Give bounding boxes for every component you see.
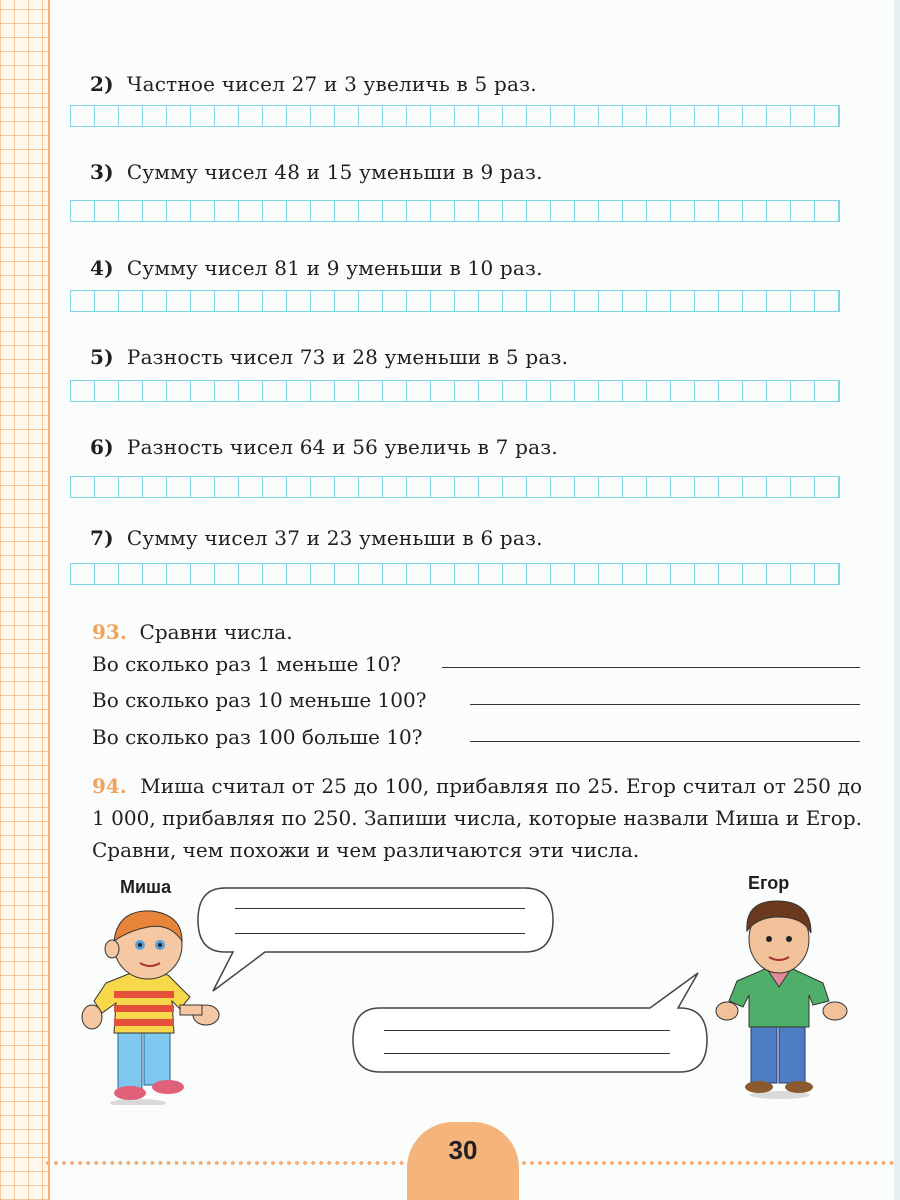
task-text: Сумму чисел 37 и 23 уменьши в 6 раз.	[126, 526, 543, 550]
exercise-93-heading	[92, 620, 293, 644]
task-number: 6)	[90, 435, 114, 459]
page-edge	[894, 0, 900, 1200]
bubble-answer-line[interactable]	[384, 1053, 670, 1054]
task-3	[90, 160, 543, 184]
exercise-93-question: Во сколько раз 1 меньше 10?	[92, 652, 401, 676]
exercise-number: 94.	[92, 774, 127, 798]
bubble-answer-line[interactable]	[235, 933, 525, 934]
exercise-body: Миша считал от 25 до 100, прибавляя по 25. Егор считал от 250 до 1 000, прибавляя по 250. Запиши числа, которые назвали Миша и Егор. Сравни, чем похожи и чем различаются эти числа.	[92, 774, 863, 862]
margin-grid-strip	[0, 0, 50, 1200]
task-number: 3)	[90, 160, 114, 184]
task-6	[90, 435, 558, 459]
task-number: 7)	[90, 526, 114, 550]
task-7	[90, 526, 543, 550]
task-2	[90, 72, 537, 96]
boy-misha-illustration	[78, 905, 228, 1105]
exercise-number: 93.	[92, 620, 127, 644]
name-label-egor: Егор	[748, 873, 790, 893]
answer-grid-row[interactable]	[70, 476, 840, 498]
task-5	[90, 345, 568, 369]
task-text: Разность чисел 64 и 56 увеличь в 7 раз.	[126, 435, 558, 459]
page-number: 30	[448, 1135, 478, 1165]
exercise-93-question: Во сколько раз 10 меньше 100?	[92, 688, 427, 712]
exercise-93-question: Во сколько раз 100 больше 10?	[92, 725, 423, 749]
task-number: 5)	[90, 345, 114, 369]
bubble-answer-line[interactable]	[384, 1030, 670, 1031]
answer-line[interactable]	[470, 741, 860, 742]
task-number: 4)	[90, 256, 114, 280]
task-text: Разность чисел 73 и 28 уменьши в 5 раз.	[126, 345, 569, 369]
task-text: Сумму чисел 81 и 9 уменьши в 10 раз.	[126, 256, 543, 280]
bubble-answer-line[interactable]	[235, 908, 525, 909]
answer-grid-row[interactable]	[70, 105, 840, 127]
boy-egor-illustration	[715, 895, 855, 1100]
answer-line[interactable]	[470, 704, 860, 705]
footer-dots-left	[46, 1161, 404, 1165]
answer-grid-row[interactable]	[70, 290, 840, 312]
task-number: 2)	[90, 72, 114, 96]
answer-grid-row[interactable]	[70, 200, 840, 222]
task-4	[90, 256, 543, 280]
answer-grid-row[interactable]	[70, 380, 840, 402]
answer-grid-row[interactable]	[70, 563, 840, 585]
task-text: Частное чисел 27 и 3 увеличь в 5 раз.	[126, 72, 537, 96]
speech-bubble-right	[350, 970, 710, 1075]
exercise-94-text	[92, 770, 862, 866]
exercise-title: Сравни числа.	[139, 620, 293, 644]
name-label-misha: Миша	[120, 877, 172, 897]
answer-line[interactable]	[442, 667, 860, 668]
task-text: Сумму чисел 48 и 15 уменьши в 9 раз.	[126, 160, 543, 184]
footer-dots-right	[522, 1161, 894, 1165]
